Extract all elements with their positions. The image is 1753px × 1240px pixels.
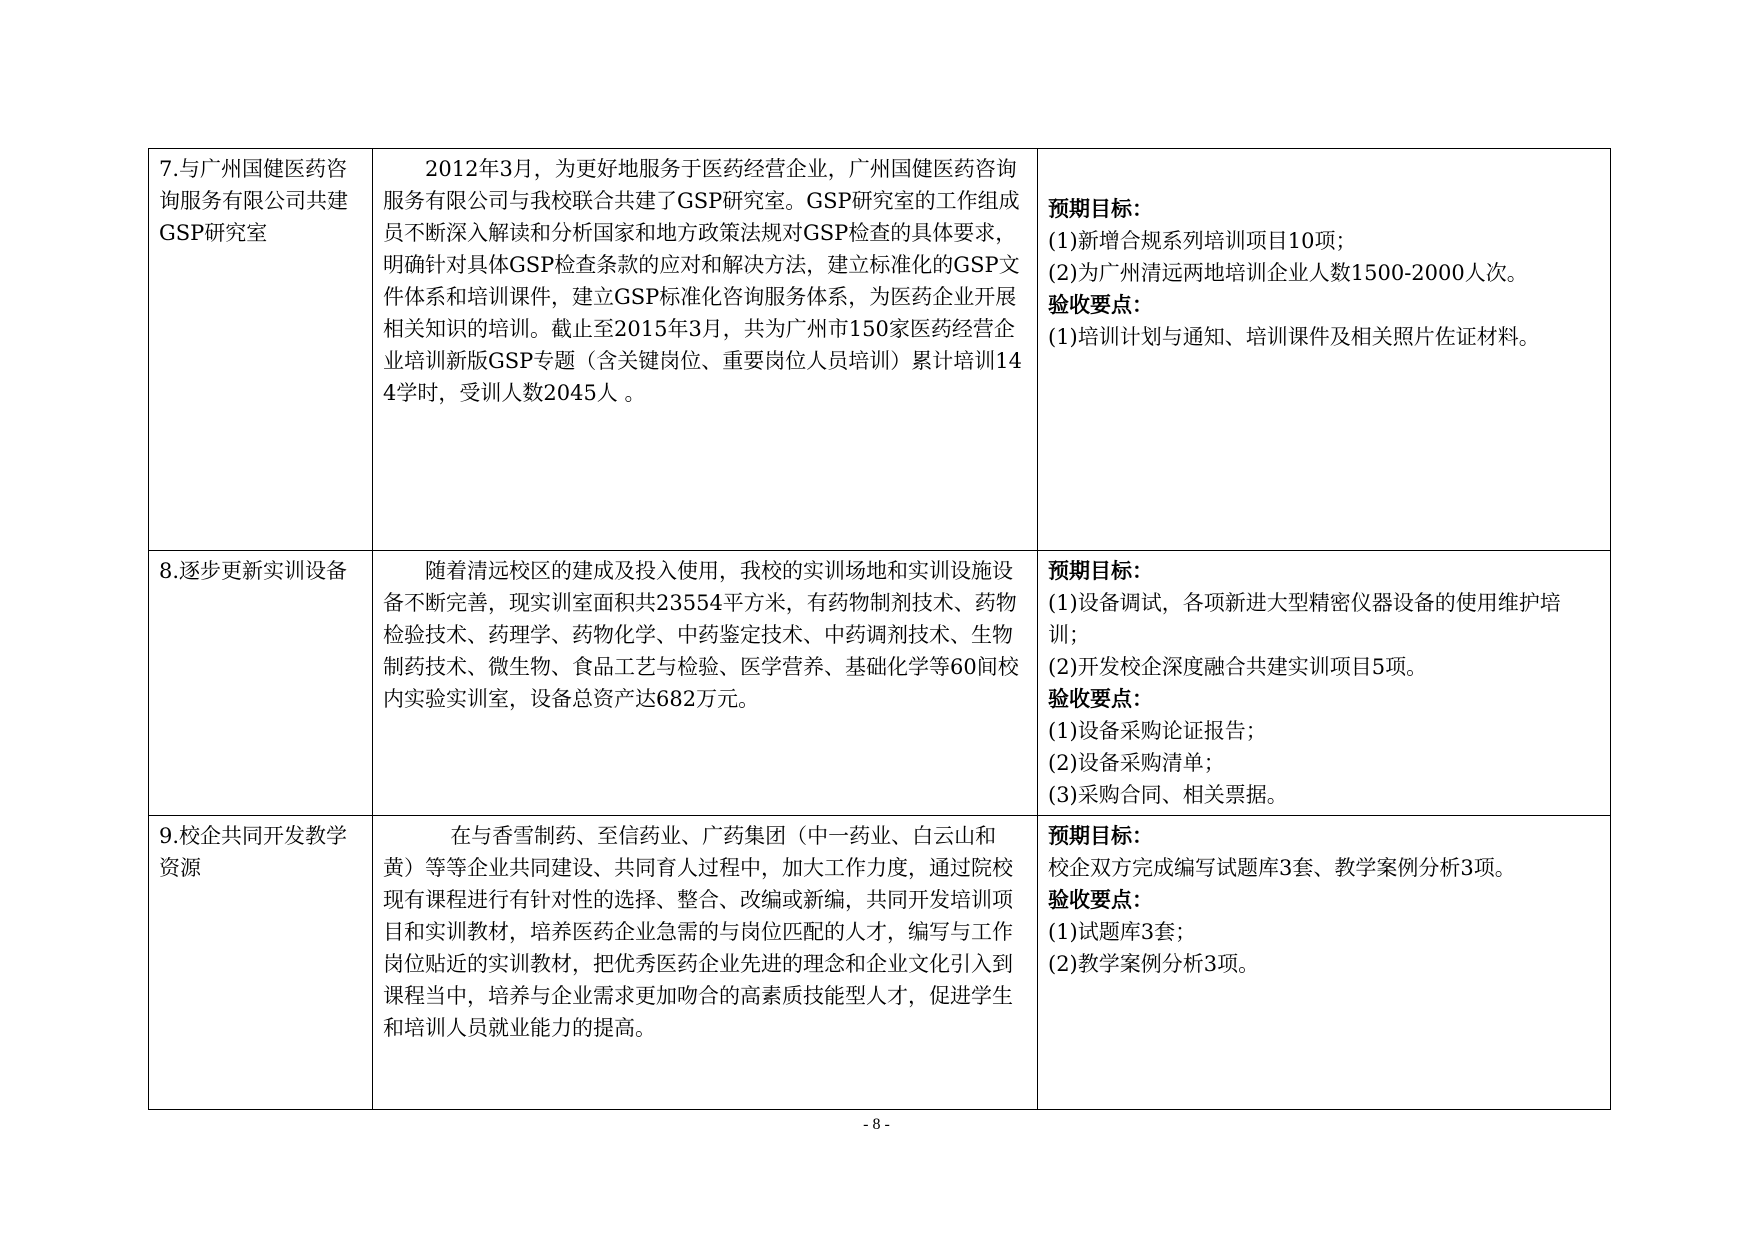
- description-cell: [373, 816, 1038, 1110]
- project-table: [148, 148, 1611, 1110]
- expected-item: (1)新增合规系列培训项目10项；: [1048, 229, 1357, 253]
- table-row: [149, 816, 1611, 1110]
- acceptance-label: 验收要点：: [1048, 887, 1153, 912]
- table-row: [149, 551, 1611, 816]
- page-number: - 8 -: [863, 1116, 890, 1133]
- expected-item: (2)开发校企深度融合共建实训项目5项。: [1048, 655, 1428, 679]
- acceptance-label: 验收要点：: [1048, 686, 1153, 711]
- expected-label: 预期目标：: [1048, 823, 1153, 848]
- description-text: 在与香雪制药、至信药业、广药集团（中一药业、白云山和黄）等等企业共同建设、共同育人过程中，加大工作力度，通过院校现有课程进行有针对性的选择、整合、改编或新编，共同开发培训项目和实训教材，培养医药企业急需的与岗位匹配的人才，编写与工作岗位贴近的实训教材，把优秀医药企业先进的理念和企业文化引入到课程当中，培养与企业需求更加吻合的高素质技能型人才，促进学生和培训人员就业能力的提高。: [383, 824, 1013, 1040]
- table-row: [149, 149, 1611, 551]
- expected-label: 预期目标：: [1048, 196, 1153, 221]
- acceptance-item: (1)设备采购论证报告；: [1048, 719, 1267, 743]
- acceptance-item: (1)试题库3套；: [1048, 920, 1197, 944]
- item-title: 8.逐步更新实训设备: [159, 559, 348, 583]
- acceptance-item: (2)教学案例分析3项。: [1048, 952, 1260, 976]
- item-cell: [149, 149, 373, 551]
- expected-label: 预期目标：: [1048, 558, 1153, 583]
- goal-cell: [1038, 149, 1611, 551]
- description-cell: [373, 149, 1038, 551]
- description-text: 2012年3月，为更好地服务于医药经营企业，广州国健医药咨询服务有限公司与我校联合共建了GSP研究室。GSP研究室的工作组成员不断深入解读和分析国家和地方政策法规对GSP检查的具体要求，明确针对具体GSP检查条款的应对和解决方法，建立标准化的GSP文件体系和培训课件，建立GSP标准化咨询服务体系，为医药企业开展相关知识的培训。截止至2015年3月，共为广州市150家医药经营企业培训新版GSP专题（含关键岗位、重要岗位人员培训）累计培训144学时，受训人数2045人 。: [383, 157, 1023, 405]
- goal-cell: [1038, 816, 1611, 1110]
- item-title: 7.与广州国健医药咨询服务有限公司共建GSP研究室: [159, 157, 348, 245]
- description-text: 随着清远校区的建成及投入使用，我校的实训场地和实训设施设备不断完善，现实训室面积共23554平方米，有药物制剂技术、药物检验技术、药理学、药物化学、中药鉴定技术、中药调剂技术、生物制药技术、微生物、食品工艺与检验、医学营养、基础化学等60间校内实验实训室，设备总资产达682万元。: [383, 559, 1019, 711]
- item-cell: [149, 816, 373, 1110]
- expected-item: (2)为广州清远两地培训企业人数1500-2000人次。: [1048, 261, 1528, 285]
- acceptance-item: (1)培训计划与通知、培训课件及相关照片佐证材料。: [1048, 325, 1540, 349]
- acceptance-item: (2)设备采购清单；: [1048, 751, 1225, 775]
- expected-item: 校企双方完成编写试题库3套、教学案例分析3项。: [1048, 856, 1516, 880]
- expected-item: (1)设备调试，各项新进大型精密仪器设备的使用维护培训；: [1048, 591, 1561, 647]
- goal-cell: [1038, 551, 1611, 816]
- acceptance-item: (3)采购合同、相关票据。: [1048, 783, 1288, 807]
- item-title: 9.校企共同开发教学资源: [159, 824, 348, 880]
- description-cell: [373, 551, 1038, 816]
- acceptance-label: 验收要点：: [1048, 292, 1153, 317]
- item-cell: [149, 551, 373, 816]
